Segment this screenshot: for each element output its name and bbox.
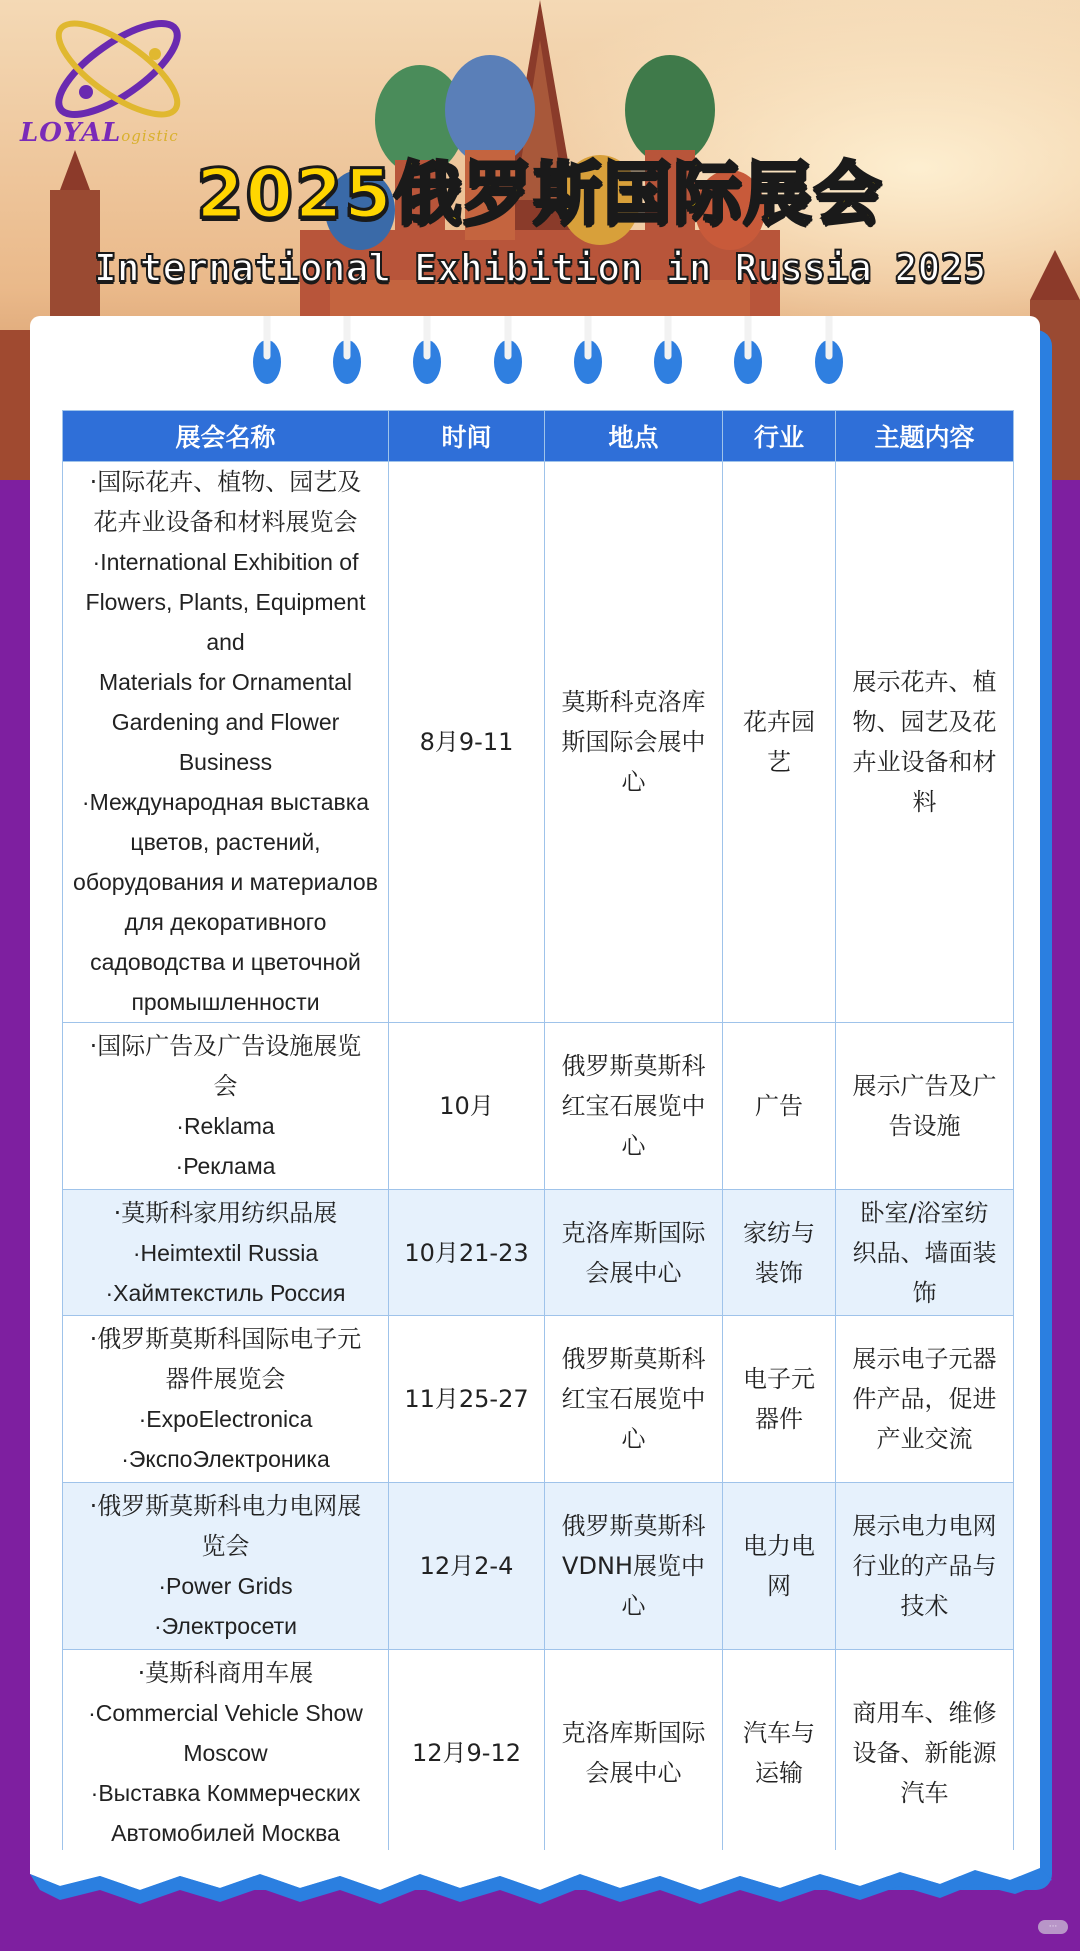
text-line: Materials for Ornamental (98, 669, 353, 695)
text-line: 汽车与 (743, 1719, 815, 1747)
text-line: 汽车 (900, 1779, 949, 1807)
binder-rings-icon (30, 316, 1040, 406)
text-line: 装饰 (755, 1258, 803, 1287)
text-line: 展示电子元器 (852, 1345, 997, 1373)
cell-location (545, 462, 723, 1023)
cell-industry (723, 1483, 836, 1650)
text-line: 斯国际会展中 (561, 728, 706, 756)
text-line: ·Commercial Vehicle Show (88, 1700, 363, 1726)
text-line: ·俄罗斯莫斯科电力电网展 (89, 1492, 362, 1520)
text-line: ·国际花卉、植物、园艺及 (89, 468, 362, 496)
text-line: 花卉园 (743, 708, 815, 736)
text-line: ·ExpoElectronica (138, 1406, 313, 1432)
text-line: оборудования и материалов (73, 869, 378, 895)
text-line: 件产品，促进 (852, 1385, 997, 1413)
text-line: ·Выставка Коммерческих (90, 1780, 361, 1806)
text-line: промышленности (131, 989, 320, 1015)
cell-time: 11月25-27 (389, 1316, 545, 1483)
text-line: ·ЭкспоЭлектроника (121, 1446, 330, 1472)
text-line: 织品、墙面装 (852, 1238, 997, 1267)
cell-time: 10月21-23 (389, 1190, 545, 1316)
text-line: ·International Exhibition of (92, 549, 359, 575)
cell-location (545, 1190, 723, 1316)
text-line: VDNH展览中 (562, 1552, 705, 1580)
text-line: 广告 (755, 1092, 803, 1120)
text-line: 商用车、维修 (852, 1699, 997, 1727)
cell-exhibition-name (63, 1483, 389, 1650)
cell-time: 12月9-12 (389, 1650, 545, 1857)
text-line: садоводства и цветочной (90, 949, 361, 975)
title-english: International Exhibition in Russia 2025 (93, 246, 987, 290)
text-line: ·俄罗斯莫斯科国际电子元 (89, 1325, 362, 1353)
text-line: Business (178, 749, 273, 775)
text-line: ·Power Grids (158, 1573, 293, 1599)
text-line: 运输 (755, 1759, 803, 1787)
text-line: 设备、新能源 (852, 1739, 997, 1767)
text-line: 网 (767, 1572, 791, 1600)
cell-exhibition-name (63, 1316, 389, 1483)
header-exhibition-name: 展会名称 (63, 411, 389, 462)
text-line: 览会 (201, 1532, 250, 1560)
text-line: ·Heimtextil Russia (132, 1239, 319, 1266)
cell-theme (836, 1023, 1014, 1190)
cell-location (545, 1316, 723, 1483)
header-theme: 主题内容 (836, 411, 1014, 462)
table-row (63, 1190, 1014, 1316)
cell-industry (723, 1190, 836, 1316)
text-line: 俄罗斯莫斯科 (561, 1052, 706, 1080)
text-line: для декоративного (124, 909, 327, 935)
text-line: 心 (621, 1132, 646, 1160)
text-line: 花卉业设备和材料展览会 (93, 508, 358, 536)
text-line: 会展中心 (585, 1759, 682, 1787)
text-line: 展示花卉、植 (852, 668, 997, 696)
cell-time: 12月2-4 (389, 1483, 545, 1650)
title-chinese: 2025俄罗斯国际展会 (196, 155, 884, 234)
table-row (63, 1316, 1014, 1483)
cell-location (545, 1650, 723, 1857)
text-line: 饰 (912, 1278, 937, 1307)
logo-wordmark: LOYALogistic (20, 118, 179, 148)
text-line: 电子元 (743, 1365, 815, 1393)
cell-exhibition-name (63, 1023, 389, 1190)
text-line: 料 (912, 788, 937, 816)
cell-industry (723, 1023, 836, 1190)
text-line: 行业的产品与 (852, 1552, 997, 1580)
cell-theme (836, 1650, 1014, 1857)
cell-location (545, 1023, 723, 1190)
text-line: 红宝石展览中 (561, 1092, 706, 1120)
header-location: 地点 (545, 411, 723, 462)
text-line: 莫斯科克洛库 (561, 688, 706, 716)
text-line: ·Хаймтекстиль Россия (105, 1279, 346, 1306)
text-line: 会 (213, 1072, 238, 1100)
table-row (63, 462, 1014, 1023)
cell-theme (836, 462, 1014, 1023)
text-line: 器件展览会 (165, 1365, 286, 1393)
watermark-badge: ··· (1038, 1920, 1068, 1934)
text-line: ·Международная выставка (81, 789, 370, 815)
cell-theme (836, 1316, 1014, 1483)
cell-location (545, 1483, 723, 1650)
cell-theme (836, 1483, 1014, 1650)
text-line: ·莫斯科商用车展 (137, 1659, 314, 1687)
text-line: 卧室/浴室纺 (860, 1198, 989, 1227)
cell-industry (723, 1650, 836, 1857)
text-line: 艺 (767, 748, 791, 776)
text-line: 会展中心 (585, 1258, 682, 1287)
text-line: 物、园艺及花 (852, 708, 997, 736)
text-line: ·Реклама (175, 1153, 276, 1179)
header-industry: 行业 (723, 411, 836, 462)
text-line: Flowers, Plants, Equipment and (85, 589, 366, 655)
text-line: 家纺与 (743, 1218, 815, 1247)
text-line: 器件 (755, 1405, 803, 1433)
table-row (63, 1650, 1014, 1857)
text-line: 技术 (900, 1592, 949, 1620)
text-line: ·莫斯科家用纺织品展 (113, 1198, 338, 1227)
text-line: 心 (621, 1592, 646, 1620)
text-line: 电力电 (743, 1532, 815, 1560)
cell-time: 8月9-11 (389, 462, 545, 1023)
cell-exhibition-name (63, 462, 389, 1023)
text-line: 展示广告及广 (852, 1072, 997, 1100)
table-row (63, 1023, 1014, 1190)
text-line: ·Reklama (176, 1113, 275, 1139)
text-line: Gardening and Flower (111, 709, 340, 735)
text-line: 产业交流 (876, 1425, 973, 1453)
text-line: 红宝石展览中 (561, 1385, 706, 1413)
torn-paper-edge (0, 1850, 1080, 1910)
cell-exhibition-name (63, 1190, 389, 1316)
header-time: 时间 (389, 411, 545, 462)
text-line: 卉业设备和材 (852, 748, 997, 776)
cell-theme (836, 1190, 1014, 1316)
cell-industry (723, 1316, 836, 1483)
text-line: 克洛库斯国际 (561, 1218, 706, 1247)
text-line: 展示电力电网 (852, 1512, 997, 1540)
text-line: ·国际广告及广告设施展览 (89, 1032, 362, 1060)
exhibition-table (62, 410, 1014, 1857)
text-line: 克洛库斯国际 (561, 1719, 706, 1747)
text-line: 俄罗斯莫斯科 (561, 1345, 706, 1373)
table-row (63, 1483, 1014, 1650)
table-header-row (63, 411, 1014, 462)
text-line: цветов, растений, (130, 829, 321, 855)
cell-time: 10月 (389, 1023, 545, 1190)
cell-industry (723, 462, 836, 1023)
text-line: ·Электросети (154, 1613, 297, 1639)
text-line: 心 (621, 1425, 646, 1453)
text-line: 心 (621, 768, 646, 796)
exhibition-table-wrapper (62, 410, 1013, 1857)
text-line: Moscow (183, 1740, 268, 1766)
text-line: 俄罗斯莫斯科 (561, 1512, 706, 1540)
cell-exhibition-name (63, 1650, 389, 1857)
text-line: Автомобилей Москва (111, 1820, 340, 1846)
text-line: 告设施 (888, 1112, 961, 1140)
